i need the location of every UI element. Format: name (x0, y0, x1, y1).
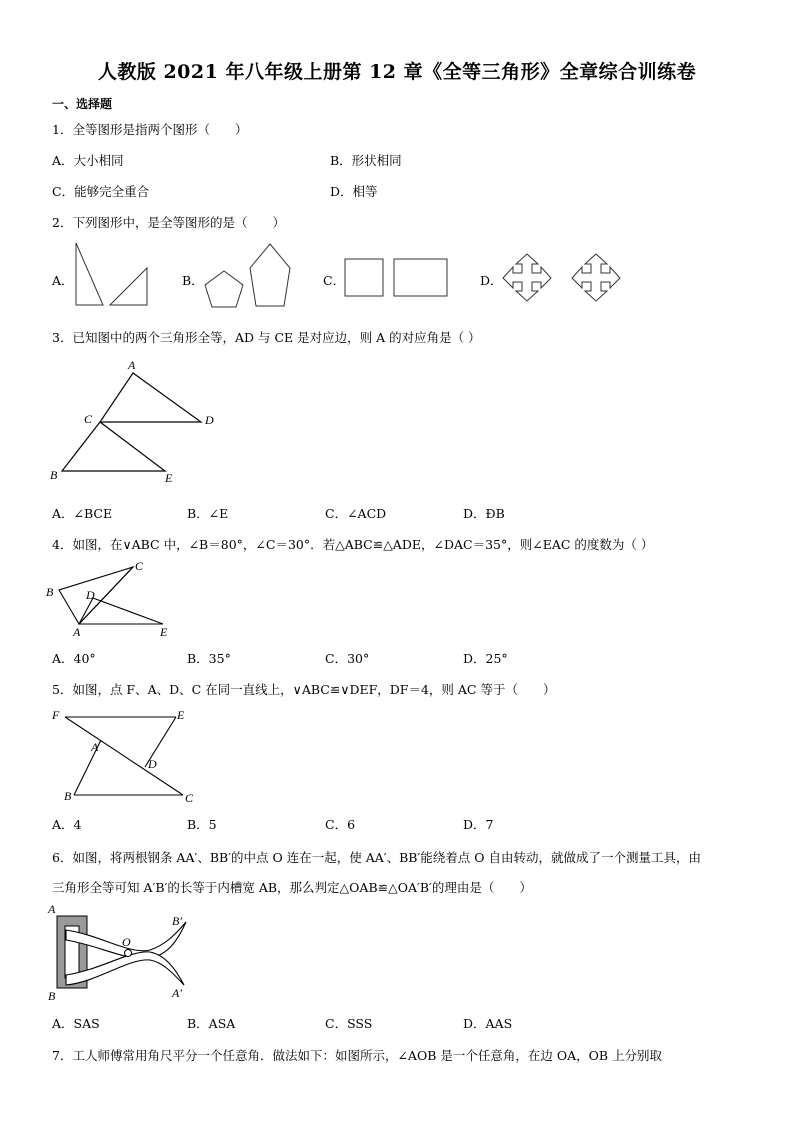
q2-option-c[interactable]: C． (323, 273, 346, 288)
q3-label-e: E (165, 471, 173, 485)
page-title: 人教版 2021 年八年级上册第 12 章《全等三角形》全章综合训练卷 (97, 61, 697, 83)
q5-option-d[interactable]: D．7 (463, 817, 494, 832)
q4-option-b[interactable]: B．35° (187, 651, 231, 666)
q6-option-c[interactable]: C．SSS (325, 1016, 373, 1031)
q3-option-a[interactable]: A．∠BCE (52, 506, 113, 521)
q4-label-e: E (160, 625, 168, 639)
question-6-stem-line2: 三角形全等可知 A′B′的长等于内槽宽 AB，那么判定△OAB≌△OA′B′的理由是（ ） (52, 880, 532, 895)
q6-label-b-prime: B′ (172, 914, 182, 928)
question-3-stem: 3．已知图中的两个三角形全等，AD 与 CE 是对应边，则 A 的对应角是（ ） (52, 330, 481, 345)
question-1-stem: 1．全等图形是指两个图形（ ） (52, 122, 248, 137)
q4-label-b: B (46, 585, 54, 599)
q3-label-b: B (50, 468, 58, 482)
q6-option-a[interactable]: A．SAS (52, 1016, 100, 1031)
q6-option-b[interactable]: B．ASA (187, 1016, 236, 1031)
q1-option-a[interactable]: A．大小相同 (52, 153, 124, 168)
q3-option-b[interactable]: B．∠E (187, 506, 229, 521)
q5-option-c[interactable]: C．6 (325, 817, 356, 832)
q6-option-d[interactable]: D．AAS (463, 1016, 513, 1031)
q5-label-d: D (148, 757, 157, 771)
q5-label-e: E (177, 708, 185, 722)
q3-label-a: A (128, 358, 136, 372)
q4-option-d[interactable]: D．25° (463, 651, 508, 666)
q2-option-a[interactable]: A． (52, 273, 74, 288)
q6-label-a-prime: A′ (172, 986, 182, 1000)
q1-option-c[interactable]: C．能够完全重合 (52, 184, 150, 199)
q3-option-c[interactable]: C．∠ACD (325, 506, 387, 521)
q5-label-c: C (185, 791, 194, 805)
question-7-stem: 7．工人师傅常用角尺平分一个任意角．做法如下：如图所示，∠AOB 是一个任意角，在边 OA，OB 上分别取 (52, 1048, 663, 1063)
q4-option-c[interactable]: C．30° (325, 651, 370, 666)
q1-option-b[interactable]: B．形状相同 (330, 153, 402, 168)
q1-option-d[interactable]: D．相等 (330, 184, 378, 199)
q6-label-b: B (48, 989, 56, 1003)
question-4-stem: 4．如图，在∨ABC 中，∠B＝80°，∠C＝30°．若△ABC≌△ADE，∠DAC＝35°，则∠EAC 的度数为（ ） (52, 537, 654, 552)
question-6-stem-line1: 6．如图，将两根钢条 AA′、BB′的中点 O 连在一起，使 AA′、BB′能绕着点 O 自由转动，就做成了一个测量工具，由 (52, 850, 701, 865)
question-2-stem: 2．下列图形中，是全等图形的是（ ） (52, 215, 285, 230)
q6-label-o: O (122, 935, 131, 949)
q5-label-b: B (64, 789, 72, 803)
q4-option-a[interactable]: A．40° (52, 651, 96, 666)
q5-label-f: F (52, 708, 60, 722)
q4-label-a: A (73, 625, 81, 639)
section-heading: 一、选择题 (52, 97, 113, 111)
q5-option-b[interactable]: B．5 (187, 817, 217, 832)
q3-option-d[interactable]: D．ÐB (463, 506, 505, 521)
q2-option-d[interactable]: D． (480, 273, 503, 288)
q6-pivot-o (125, 950, 132, 957)
q2-option-b[interactable]: B． (182, 273, 204, 288)
q5-label-a: A (91, 740, 99, 754)
question-5-stem: 5．如图，点 F、A、D、C 在同一直线上，∨ABC≌∨DEF，DF＝4，则 AC 等于（ ） (52, 682, 556, 697)
q4-label-d: D (86, 588, 95, 602)
q5-option-a[interactable]: A．4 (52, 817, 82, 832)
q4-label-c: C (135, 559, 144, 573)
q6-label-a: A (48, 902, 56, 916)
q3-label-c: C (84, 412, 93, 426)
q3-label-d: D (205, 413, 214, 427)
